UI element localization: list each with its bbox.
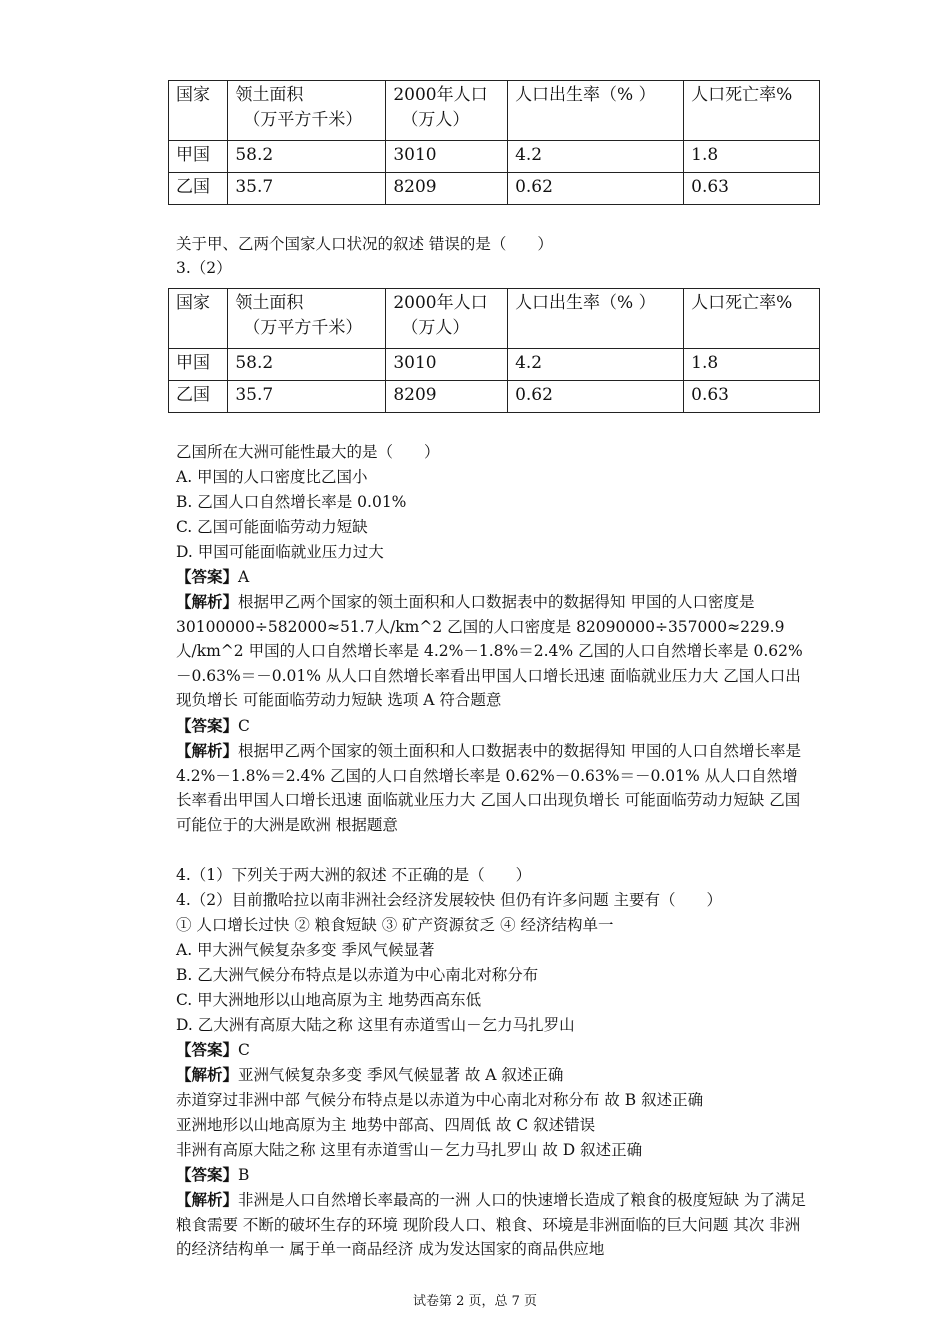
- table-cell: 58.2: [228, 141, 386, 173]
- analysis-paragraph: 【解析】根据甲乙两个国家的领土面积和人口数据表中的数据得知 甲国的人口自然增长率是 4.2%－1.8%＝2.4% 乙国的人口自然增长率是 0.62%－0.63%＝－0.01% 从人口自然增长率看出甲国人口增长迅速 面临就业压力大 乙国人口出现负增长 可能面临劳动力短缺 乙国可能位于的大洲是欧洲 根据题意: [176, 741, 801, 834]
- question-4-1-stem: 4.（1）下列关于两大洲的叙述 不正确的是（ ）: [176, 866, 532, 884]
- answer-line: 【答案】A: [176, 567, 250, 586]
- table-cell: 0.63: [684, 381, 820, 413]
- header-cell: 人口出生率（% ）: [508, 289, 684, 349]
- option-c: C. 甲大洲地形以山地高原为主 地势西高东低: [176, 991, 482, 1009]
- table-cell: 0.62: [508, 381, 684, 413]
- table-cell: 0.63: [684, 173, 820, 205]
- table-row: [169, 141, 820, 173]
- table-cell: 甲国: [169, 141, 228, 173]
- table-row: [169, 381, 820, 413]
- option-b: B. 乙大洲气候分布特点是以赤道为中心南北对称分布: [176, 966, 539, 984]
- table-cell: 4.2: [508, 141, 684, 173]
- table-cell: 0.62: [508, 173, 684, 205]
- analysis-line: 非洲有高原大陆之称 这里有赤道雪山－乞力马扎罗山 故 D 叙述正确: [176, 1141, 643, 1159]
- table-header-row: [169, 81, 820, 141]
- header-cell: 2000年人口 （万人）: [386, 81, 508, 141]
- table-cell: 35.7: [228, 173, 386, 205]
- analysis-line: 【解析】亚洲气候复杂多变 季风气候显著 故 A 叙述正确: [176, 1065, 564, 1084]
- analysis-line: 赤道穿过非洲中部 气候分布特点是以赤道为中心南北对称分布 故 B 叙述正确: [176, 1091, 704, 1109]
- analysis-paragraph: 【解析】根据甲乙两个国家的领土面积和人口数据表中的数据得知 甲国的人口密度是 30100000÷582000≈51.7人/km^2 乙国的人口密度是 82090000÷357000≈229.9人/km^2 甲国的人口自然增长率是 4.2%－1.8%＝2.4% 乙国的人口自然增长率是 0.62%－0.63%＝－0.01% 从人口自然增长率看出甲国人口增长迅速 面临就业压力大 乙国人口出现负增长 可能面临劳动力短缺 选项 A 符合题意: [176, 592, 803, 710]
- table-cell: 4.2: [508, 349, 684, 381]
- answer-line: 【答案】B: [176, 1165, 250, 1184]
- option-c: C. 乙国可能面临劳动力短缺: [176, 518, 368, 536]
- header-cell: 人口出生率（% ）: [508, 81, 684, 141]
- table-cell: 乙国: [169, 381, 228, 413]
- option-d: D. 乙大洲有高原大陆之称 这里有赤道雪山－乞力马扎罗山: [176, 1016, 575, 1034]
- table-cell: 甲国: [169, 349, 228, 381]
- table-cell: 1.8: [684, 141, 820, 173]
- table-cell: 58.2: [228, 349, 386, 381]
- analysis-line: 亚洲地形以山地高原为主 地势中部高、四周低 故 C 叙述错误: [176, 1116, 596, 1134]
- table-cell: 乙国: [169, 173, 228, 205]
- question-4-items: ① 人口增长过快 ② 粮食短缺 ③ 矿产资源贫乏 ④ 经济结构单一: [176, 916, 614, 934]
- question-3-2-label: 3.（2）: [176, 259, 232, 277]
- table-cell: 3010: [386, 141, 508, 173]
- header-cell: 国家: [169, 81, 228, 141]
- option-b: B. 乙国人口自然增长率是 0.01%: [176, 493, 407, 511]
- header-cell: 领土面积 （万平方千米）: [228, 289, 386, 349]
- page-footer: 试卷第 2 页，总 7 页: [412, 1294, 538, 1309]
- table-cell: 3010: [386, 349, 508, 381]
- population-table-1: [168, 80, 820, 205]
- option-a: A. 甲国的人口密度比乙国小: [176, 468, 368, 486]
- table-header-row: [169, 289, 820, 349]
- table-row: [169, 349, 820, 381]
- table-row: [169, 173, 820, 205]
- question-3-1-stem: 关于甲、乙两个国家人口状况的叙述 错误的是（ ）: [176, 235, 553, 253]
- answer-line: 【答案】C: [176, 1040, 250, 1059]
- header-cell: 人口死亡率%: [684, 289, 820, 349]
- table-cell: 8209: [386, 381, 508, 413]
- option-a: A. 甲大洲气候复杂多变 季风气候显著: [176, 941, 435, 959]
- header-cell: 领土面积 （万平方千米）: [228, 81, 386, 141]
- table-cell: 1.8: [684, 349, 820, 381]
- answer-line: 【答案】C: [176, 716, 250, 735]
- question-4-2-stem: 4.（2）目前撒哈拉以南非洲社会经济发展较快 但仍有许多问题 主要有（ ）: [176, 891, 723, 909]
- option-d: D. 甲国可能面临就业压力过大: [176, 543, 384, 561]
- header-cell: 2000年人口 （万人）: [386, 289, 508, 349]
- analysis-paragraph: 【解析】非洲是人口自然增长率最高的一洲 人口的快速增长造成了粮食的极度短缺 为了满足粮食需要 不断的破坏生存的环境 现阶段人口、粮食、环境是非洲面临的巨大问题 其次 非洲的经济结构单一 属于单一商品经济 成为发达国家的商品供应地: [176, 1190, 806, 1259]
- question-3-2-stem: 乙国所在大洲可能性最大的是（ ）: [176, 443, 440, 461]
- header-cell: 人口死亡率%: [684, 81, 820, 141]
- table-cell: 35.7: [228, 381, 386, 413]
- table-cell: 8209: [386, 173, 508, 205]
- header-cell: 国家: [169, 289, 228, 349]
- population-table-2: [168, 288, 820, 413]
